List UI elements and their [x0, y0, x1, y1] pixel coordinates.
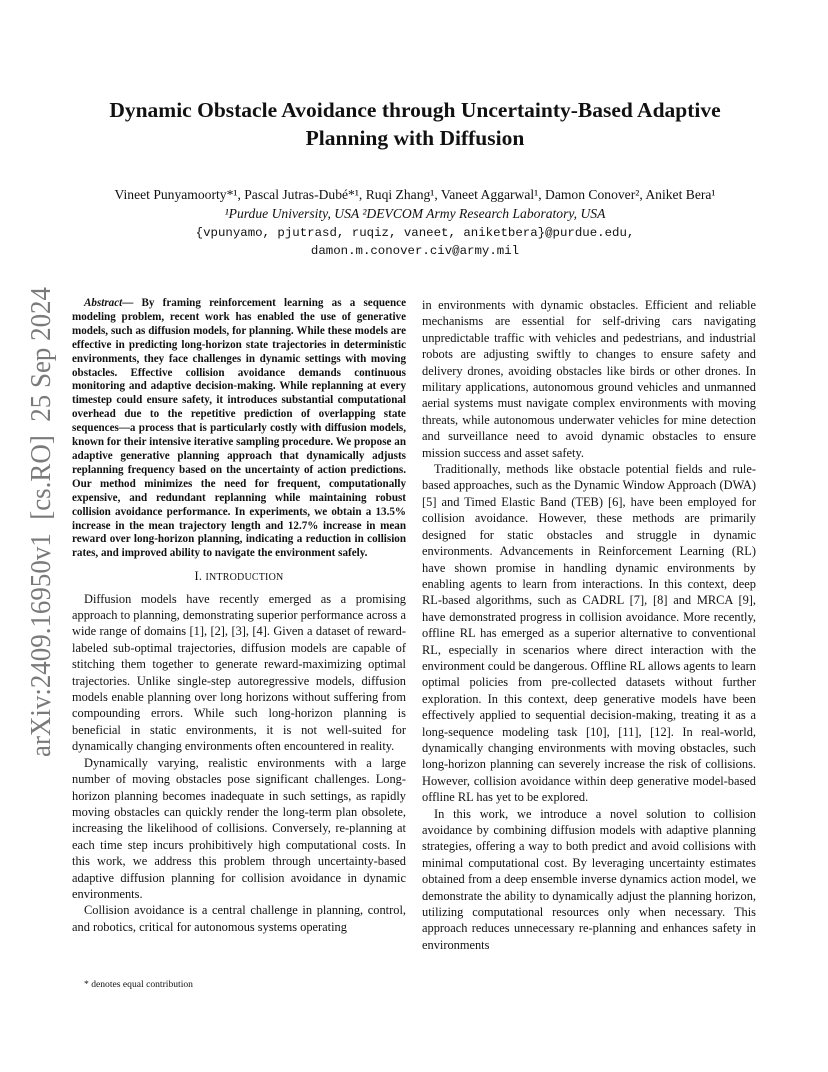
arxiv-stamp: [14, 287, 60, 757]
section-title: INTRODUCTION: [205, 572, 284, 584]
abstract-label: Abstract: [84, 297, 123, 309]
right-column: [422, 297, 756, 953]
arxiv-stamp-text: arXiv:2409.16950v1 [cs.RO] 25 Sep 2024: [26, 287, 57, 757]
intro-paragraph-1: Diffusion models have recently emerged as a promising approach to planning, demonstrating superior performance across a wide range of domains [1], [2], [3], [4]. Given a dataset of reward-labeled sub-optimal trajectories, diffusion models are capable of stitching them together to generate reward-maximizing optimal trajectories. Unlike single-step autoregressive models, diffusion models enable planning over long horizons without suffering from compounding errors. While such long-horizon planning is beneficial in static environments, it is not well-suited for dynamically changing environments often encountered in reality.: [72, 591, 406, 754]
section-heading-introduction: [72, 568, 406, 586]
section-number: I.: [194, 569, 203, 584]
author-list: Vineet Punyamoorty*¹, Pascal Jutras-Dubé*¹, Ruqi Zhang¹, Vaneet Aggarwal¹, Damon Conover², Aniket Bera¹: [114, 187, 716, 202]
affiliations: ¹Purdue University, USA ²DEVCOM Army Research Laboratory, USA: [224, 206, 606, 221]
paper-title-line-2: Planning with Diffusion: [305, 126, 525, 150]
abstract: [72, 297, 406, 561]
left-column: [72, 297, 406, 935]
intro-paragraph-3: Collision avoidance is a central challenge in planning, control, and robotics, critical for autonomous systems operating: [72, 903, 406, 934]
email-line-2: damon.m.conover.civ@army.mil: [310, 243, 520, 258]
intro-paragraph-3-cont: in environments with dynamic obstacles. Efficient and reliable mechanisms are essential for self-driving cars navigating unpredictable traffic with vehicles and pedestrians, and industrial robots are adjusting swiftly to changes to ensure safety and delivery drones, avoiding obstacles like birds or other drones. In military applications, autonomous ground vehicles and unmanned aerial systems must navigate complex environments with moving threats, while autonomous underwater vehicles for mine detection and surveillance need to avoid dynamic obstacles to ensure mission success and asset safety.: [422, 298, 756, 460]
arxiv-stamp-svg: [14, 287, 60, 757]
abstract-text: — By framing reinforcement learning as a sequence modeling problem, recent work has enabled the use of generative models, such as diffusion models, for planning. While these models are effective in predicting long-horizon state trajectories in deterministic environments, they face challenges in dynamic settings with moving obstacles. Effective collision avoidance demands continuous monitoring and adaptive decision-making. While replanning at every timestep could ensure safety, it introduces substantial computational overhead due to the repetitive prediction of overlapping state sequences—a process that is particularly costly with diffusion models, known for their intensive iterative sampling procedure. We propose an adaptive generative planning approach that dynamically adjusts replanning frequency based on the uncertainty of action predictions. Our method minimizes the need for frequent, computationally expensive, and redundant replanning while maintaining robust collision avoidance performance. In experiments, we obtain a 13.5% increase in the mean trajectory length and 12.7% increase in mean reward over long-horizon planning, indicating a reduction in collision rates, and improved ability to navigate the environment safely.: [72, 297, 406, 560]
email-line-1: {vpunyamo, pjutrasd, ruqiz, vaneet, aniketbera}@purdue.edu,: [195, 226, 635, 240]
paper-title-line-1: Dynamic Obstacle Avoidance through Uncertainty-Based Adaptive: [109, 98, 721, 122]
footnote-text: * denotes equal contribution: [84, 979, 193, 990]
intro-paragraph-4: Traditionally, methods like obstacle potential fields and rule-based approaches, such as the Dynamic Window Approach (DWA) [5] and Timed Elastic Band (TEB) [6], have been employed for collision avoidance. However, these methods are primarily designed for static obstacles and struggle in dynamic environments. Advancements in Reinforcement Learning (RL) have shown promise in handling dynamic environments by enabling agents to learn from interactions. In this context, deep RL-based algorithms, such as CADRL [7], [8] and MRCA [9], have demonstrated progress in collision avoidance. More recently, offline RL has emerged as a superior alternative to conventional RL, especially in scenarios where direct interaction with the environment could be dangerous. Offline RL allows agents to learn optimal policies from pre-collected datasets without further exploration. In this context, deep generative models have been effectively applied to sequential decision-making, treating it as a long-sequence modeling task [10], [11], [12]. In real-world, dynamically changing environments with moving obstacles, such long-horizon planning can severely increase the risk of collisions. However, collision avoidance within deep generative model-based offline RL has yet to be explored.: [422, 462, 756, 805]
intro-paragraph-5: In this work, we introduce a novel solution to collision avoidance by combining diffusion models with adaptive planning strategies, offering a way to both predict and avoid collisions with minimal computational cost. By leveraging uncertainty estimates obtained from a deep ensemble inverse dynamics action model, we demonstrate the ability to dynamically adjust the planning horizon, utilizing computational resources only when necessary. This approach reduces unnecessary re-planning and enhances safety in environments: [422, 806, 756, 952]
intro-paragraph-2: Dynamically varying, realistic environments with a large number of moving obstacles pose significant challenges. Long-horizon planning becomes inadequate in such settings, as rapidly moving obstacles can quickly render the long-term plan obsolete, increasing the likelihood of collisions. Conversely, re-planning at each time step incurs prohibitively high computational costs. In this work, we address this problem through uncertainty-based adaptive diffusion planning for collision avoidance in dynamic environments.: [72, 755, 406, 901]
footnote: [72, 979, 406, 991]
author-emails: [40, 225, 790, 260]
paper-title: [60, 96, 770, 152]
